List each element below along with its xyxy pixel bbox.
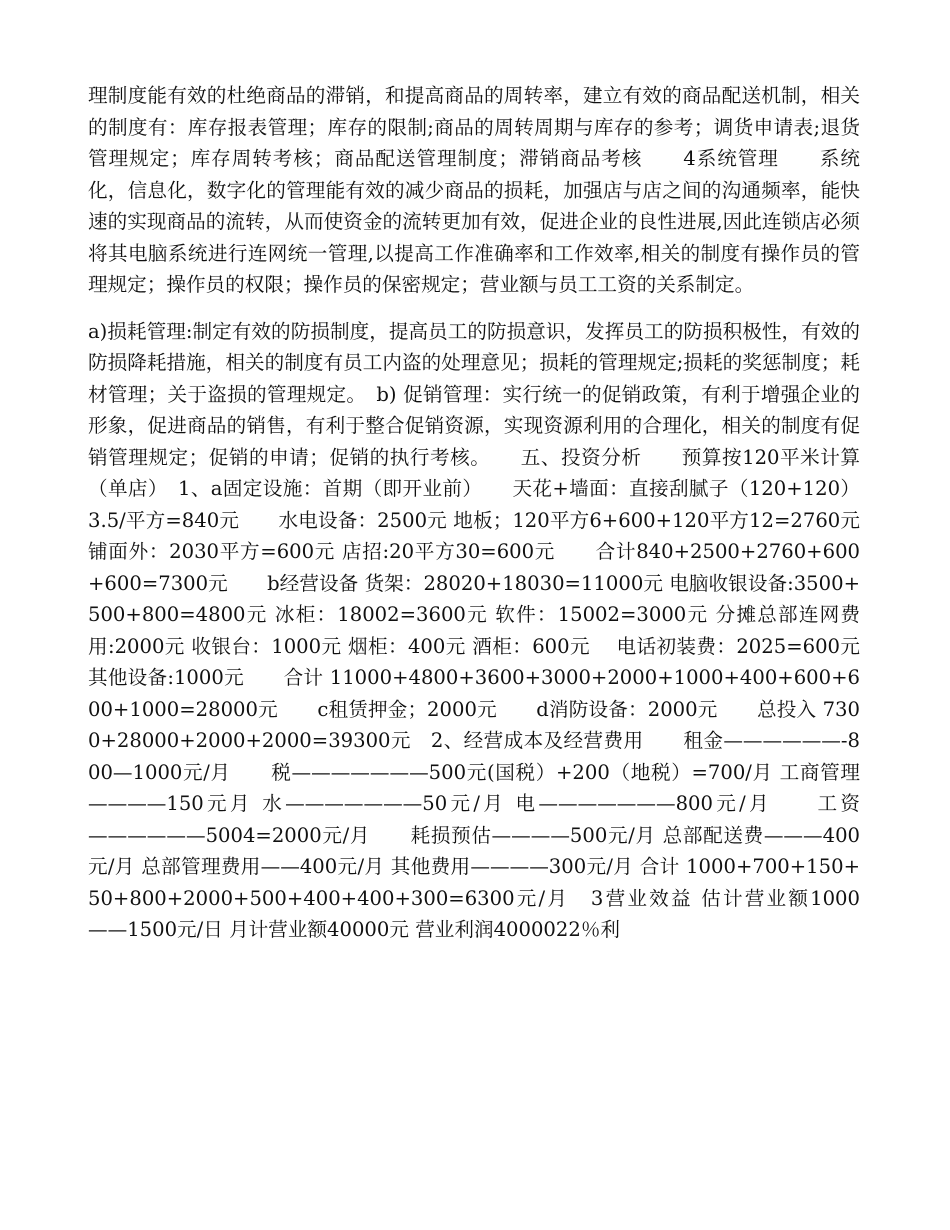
paragraph-investment-analysis: a)损耗管理:制定有效的防损制度，提高员工的防损意识，发挥员工的防损积极性，有效的防损降耗措施，相关的制度有员工内盗的处理意见；损耗的管理规定;损耗的奖惩制度；耗材管理；关于盗损的管理规定。 b) 促销管理：实行统一的促销政策，有利于增强企业的形象，促进商品的销售，有利于整合促销资源，实现资源利用的合理化，相关的制度有促销管理规定；促销的申请；促销的执行考核。 五、投资分析 预算按120平米计算（单店） 1、a固定设施：首期（即开业前） 天花+墙面：直接刮腻子（120+120）3.5/平方=840元 水电设备：2500元 地板；120平方6+600+120平方12=2760元 铺面外：2030平方=600元 店招:20平方30=600元 合计840+2500+2760+600+600=7300元 b经营设备 货架：28020+18030=11000元 电脑收银设备:3500+500+800=4800元 冰柜：18002=3600元 软件：15002=3000元 分摊总部连网费用:2000元 收银台：1000元 烟柜：400元 酒柜：600元 电话初装费：2025=600元 其他设备:1000元 合计 11000+4800+3600+3000+2000+1000+400+600+600+1000=28000元 c租赁押金；2000元 d消防设备：2000元 总投入 7300+28000+2000+2000=39300元 2、经营成本及经营费用 租金——————-800—1000元/月 税———————500元(国税）+200（地税）=700/月 工商管理————150元月 水———————50元/月 电———————800元/月 工资——————5004=2000元/月 耗损预估————500元/月 总部配送费———400元/月 总部管理费用——400元/月 其他费用————300元/月 合计 1000+700+150+50+800+2000+500+400+400+300=6300元/月 3营业效益 估计营业额1000——1500元/日 月计营业额40000元 营业利润4000022％利 <box>88 319 900 941</box>
paragraph-management-systems: 理制度能有效的杜绝商品的滞销，和提高商品的周转率，建立有效的商品配送机制，相关的制度有：库存报表管理；库存的限制;商品的周转周期与库存的参考；调货申请表;退货管理规定；库存周转考核；商品配送管理制度；滞销商品考核 4系统管理 系统化，信息化，数字化的管理能有效的减少商品的损耗，加强店与店之间的沟通频率，能快速的实现商品的流转，从而使资金的流转更加有效，促进企业的良性进展,因此连锁店必须将其电脑系统进行连网统一管理,以提高工作准确率和工作效率,相关的制度有操作员的管理规定；操作员的权限；操作员的保密规定；营业额与员工工资的关系制定。 <box>88 84 860 296</box>
document-page <box>88 80 900 946</box>
